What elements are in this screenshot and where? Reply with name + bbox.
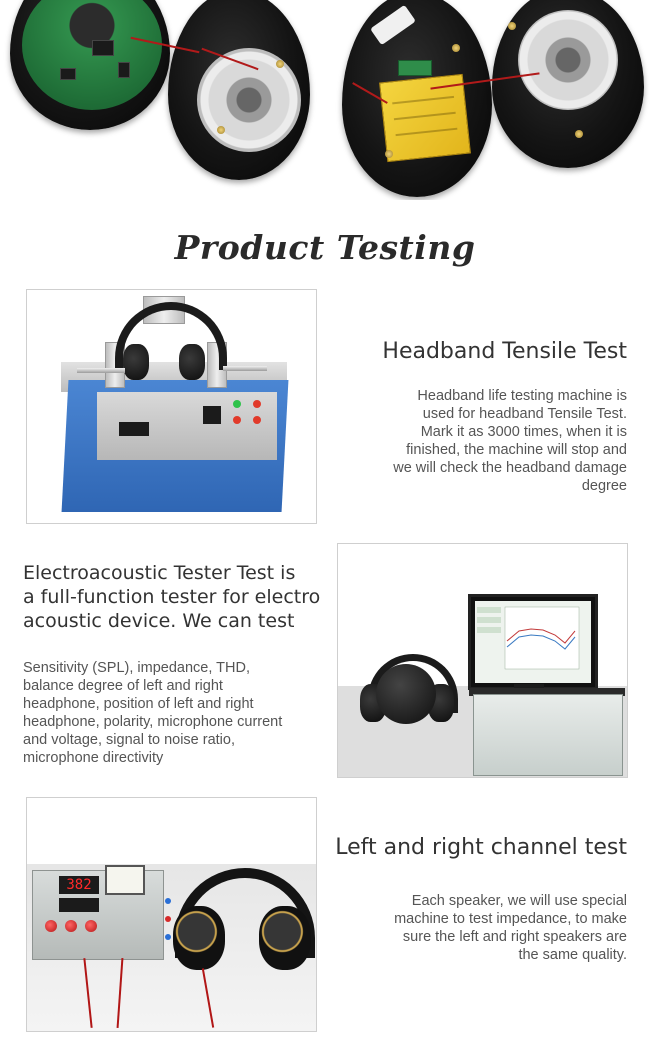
body-line: Sensitivity (SPL), impedance, THD, [23, 660, 250, 676]
blue-jack [165, 898, 171, 904]
electroacoustic-tester-photo [337, 543, 628, 778]
section-title-channel: Left and right channel test [335, 835, 627, 860]
channel-reading-display: 382 [59, 876, 99, 894]
top-photo-disassembled-headphones [0, 0, 650, 200]
red-button [233, 416, 241, 424]
green-indicator-light [233, 400, 241, 408]
section-title-electroacoustic [23, 561, 320, 633]
red-knob [65, 920, 77, 932]
screw [508, 22, 516, 30]
body-line: the same quality. [518, 947, 627, 963]
body-line: headphone, polarity, microphone current [23, 714, 283, 730]
section-body-channel [394, 892, 627, 964]
body-line: balance degree of left and right [23, 678, 223, 694]
artificial-head-fixture [376, 664, 436, 724]
test-headphone-earcup [259, 906, 311, 970]
section-title-headband: Headband Tensile Test [382, 339, 627, 364]
chip-component [118, 62, 130, 78]
timer-display [203, 406, 221, 424]
body-line: machine to test impedance, to make [394, 911, 627, 927]
battery-connector [398, 60, 432, 76]
section-body-electroacoustic [23, 659, 282, 767]
headband-tensile-tester-photo [26, 289, 317, 524]
red-jack [165, 916, 171, 922]
channel-secondary-display [59, 898, 99, 912]
body-line: and voltage, signal to noise ratio, [23, 732, 235, 748]
channel-tester-photo [26, 797, 317, 1032]
electroacoustic-analyzer-box [473, 694, 623, 776]
analyzer-monitor [468, 594, 598, 690]
chip-component [60, 68, 76, 80]
title-line: acoustic device. We can test [23, 610, 295, 632]
screw [217, 126, 225, 134]
screw [276, 60, 284, 68]
body-line: we will check the headband damage [393, 460, 627, 476]
page-title: Product Testing [174, 228, 476, 267]
guide-rod [223, 366, 267, 371]
analog-meter [105, 865, 145, 895]
body-line: Each speaker, we will use special [411, 893, 627, 909]
title-line: a full-function tester for electro [23, 586, 321, 608]
blue-jack [165, 934, 171, 940]
screw [575, 130, 583, 138]
screw [385, 150, 393, 158]
lithium-battery [379, 74, 471, 162]
body-line: used for headband Tensile Test. [422, 406, 627, 422]
guide-rod [77, 368, 125, 373]
red-indicator-light [253, 400, 261, 408]
body-line: finished, the machine will stop and [406, 442, 627, 458]
body-line: microphone directivity [23, 750, 164, 766]
body-line: Mark it as 3000 times, when it is [420, 424, 627, 440]
red-knob [85, 920, 97, 932]
speaker-driver [197, 48, 301, 152]
photo-background [27, 798, 316, 864]
counter-display [119, 422, 149, 436]
section-body-headband [393, 387, 627, 495]
screw [452, 44, 460, 52]
chip-component [92, 40, 114, 56]
analyzer-screen [475, 601, 591, 683]
test-headphone-earcup [179, 344, 205, 380]
body-line: degree [581, 478, 627, 494]
body-line: Headband life testing machine is [417, 388, 627, 404]
body-line: sure the left and right speakers are [402, 929, 627, 945]
test-headphone-earcup [173, 906, 225, 970]
red-button [253, 416, 261, 424]
frequency-response-graph [475, 601, 583, 675]
test-headphone-earcup [123, 344, 149, 380]
speaker-driver [518, 10, 618, 110]
title-line: Electroacoustic Tester Test is [23, 562, 296, 584]
body-line: headphone, position of left and right [23, 696, 254, 712]
red-knob [45, 920, 57, 932]
